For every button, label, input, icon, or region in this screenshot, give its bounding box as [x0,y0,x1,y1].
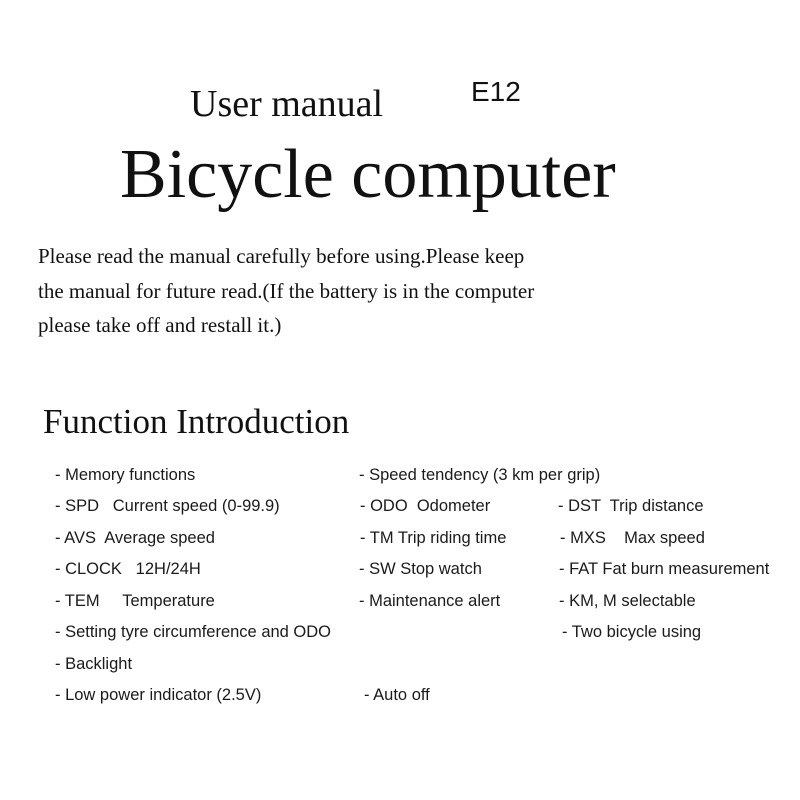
model-number: E12 [471,76,521,107]
feature-item: - FAT Fat burn measurement [559,560,770,578]
feature-item: - SPD Current speed (0-99.9) [55,497,280,515]
feature-item: - Auto off [364,686,430,704]
feature-item: - DST Trip distance [558,497,704,515]
intro-line: the manual for future read.(If the battery is in the computer [38,279,535,303]
feature-item: - Speed tendency (3 km per grip) [359,466,601,484]
feature-item: - TEM Temperature [55,592,215,610]
feature-item: - Maintenance alert [359,592,501,610]
page-title: Bicycle computer [120,136,616,213]
feature-item: - Backlight [55,655,133,673]
feature-item: - Low power indicator (2.5V) [55,686,262,704]
feature-item: - ODO Odometer [360,497,491,515]
feature-item: - AVS Average speed [55,529,215,547]
feature-item: - Two bicycle using [562,623,702,641]
feature-item: - SW Stop watch [359,560,482,578]
section-heading: Function Introduction [43,402,350,441]
feature-item: - KM, M selectable [559,592,696,610]
feature-item: - TM Trip riding time [360,529,507,547]
feature-item: - MXS Max speed [560,529,705,547]
subtitle: User manual [190,83,384,125]
feature-item: - CLOCK 12H/24H [55,560,201,578]
feature-item: - Setting tyre circumference and ODO [55,623,332,641]
intro-line: Please read the manual carefully before using.Please keep [38,244,525,268]
feature-item: - Memory functions [55,466,196,484]
intro-line: please take off and restall it.) [38,313,282,337]
